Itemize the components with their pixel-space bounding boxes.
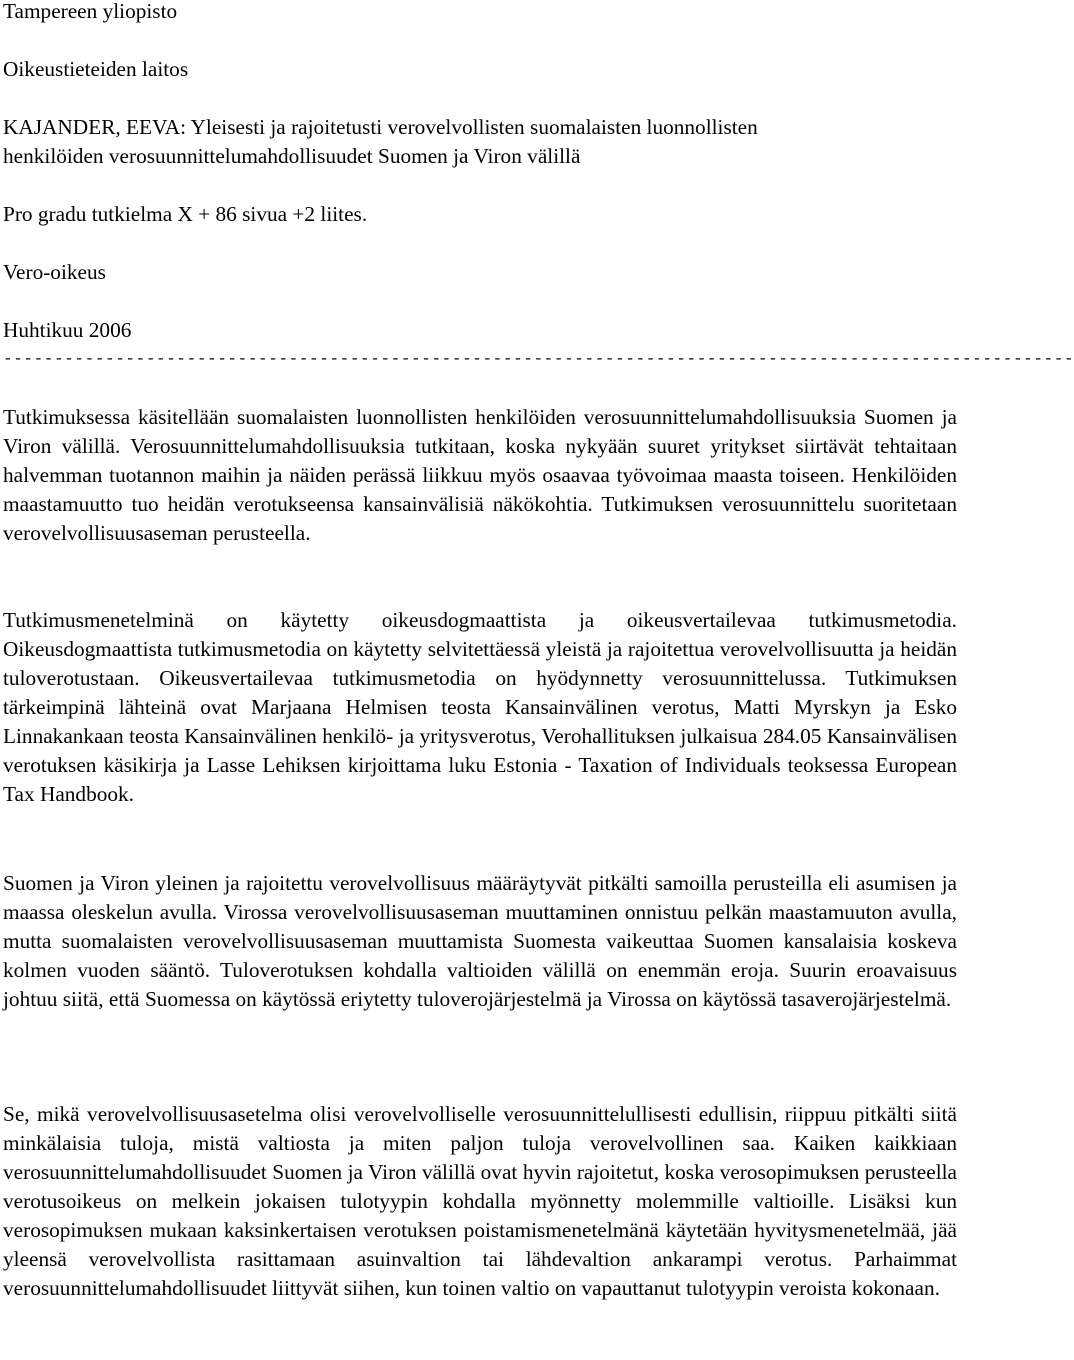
thesis-title-line-2: henkilöiden verosuunnittelumahdollisuudet Suomen ja Viron välillä <box>3 144 581 168</box>
subject-field: Vero-oikeus <box>3 260 106 284</box>
abstract-paragraph-3: Suomen ja Viron yleinen ja rajoitettu verovelvollisuus määräytyvät pitkälti samoilla perusteilla eli asumisen ja maassa oleskelun avulla. Virossa verovelvollisuusaseman muuttaminen onnistuu pelkän maastamuuton avulla, mutta suomalaisten verovelvollisuusaseman muuttamista Suomesta vaikeuttaa Suomen kansalaisia koskeva kolmen vuoden sääntö. Tuloverotuksen kohdalla valtioiden välillä on enemmän eroja. Suurin eroavaisuus johtuu siitä, että Suomessa on käytössä eriytetty tuloverojärjestelmä ja Virossa on käytössä tasaverojärjestelmä. <box>3 871 957 1011</box>
university-name: Tampereen yliopisto <box>3 0 178 23</box>
abstract-paragraph-2: Tutkimusmenetelminä on käytetty oikeusdogmaattista ja oikeusvertailevaa tutkimusmetodia. Oikeusdogmaattista tutkimusmetodia on käytetty selvitettäessä yleistä ja rajoitettua verovelvollisuutta ja heidän tuloverotustaan. Oikeusvertailevaa tutkimusmetodia on hyödynnetty verosuunnittelussa. Tutkimuksen tärkeimpinä lähteinä ovat Marjaana Helmisen teosta Kansainvälinen verotus, Matti Myrskyn ja Esko Linnakankaan teosta Kansainvälinen henkilö- ja yritysverotus, Verohallituksen julkaisua 284.05 Kansainvälisen verotuksen käsikirja ja Lasse Lehiksen kirjoittama luku Estonia - Taxation of Individuals teoksessa European Tax Handbook. <box>3 608 957 806</box>
department-name: Oikeustieteiden laitos <box>3 57 189 81</box>
thesis-title-line-1: KAJANDER, EEVA: Yleisesti ja rajoitetusti verovelvollisten suomalaisten luonnollisten <box>3 115 758 139</box>
abstract-paragraph-1: Tutkimuksessa käsitellään suomalaisten luonnollisten henkilöiden verosuunnittelumahdollisuuksia Suomen ja Viron välillä. Verosuunnittelumahdollisuuksia tutkitaan, koska nykyään suuret yritykset siirtävät tehtaitaan halvemman tuotannon maihin ja näiden perässä liikkuu myös osaavaa työvoimaa maasta toiseen. Henkilöiden maastamuutto tuo heidän verotukseensa kansainvälisiä näkökohtia. Tutkimuksen verosuunnittelu suoritetaan verovelvollisuusaseman perusteella. <box>3 405 957 545</box>
separator-line: --------------------------------------------------------------------------------------------------------- <box>3 350 1074 368</box>
abstract-paragraph-4: Se, mikä verovelvollisuusasetelma olisi verovelvolliselle verosuunnittelullisesti edullisin, riippuu pitkälti siitä minkälaisia tuloja, mistä valtiosta ja miten paljon tuloja verovelvollinen saa. Kaiken kaikkiaan verosuunnittelumahdollisuudet Suomen ja Viron välillä ovat hyvin rajoitetut, koska verosopimuksen perusteella verotusoikeus on melkein jokaisen tulotyypin kohdalla myönnetty molemmille valtioille. Lisäksi kun verosopimuksen mukaan kaksinkertaisen verotuksen poistamismenetelmänä käytetään hyvitysmenetelmää, jää yleensä verovelvollista rasittamaan asuinvaltion tai lähdevaltion ankarampi verotus. Parhaimmat verosuunnittelumahdollisuudet liittyvät siihen, kun toinen valtio on vapauttanut tulotyypin veroista kokonaan. <box>3 1102 957 1300</box>
thesis-info: Pro gradu tutkielma X + 86 sivua +2 liites. <box>3 202 368 226</box>
thesis-date: Huhtikuu 2006 <box>3 318 132 342</box>
